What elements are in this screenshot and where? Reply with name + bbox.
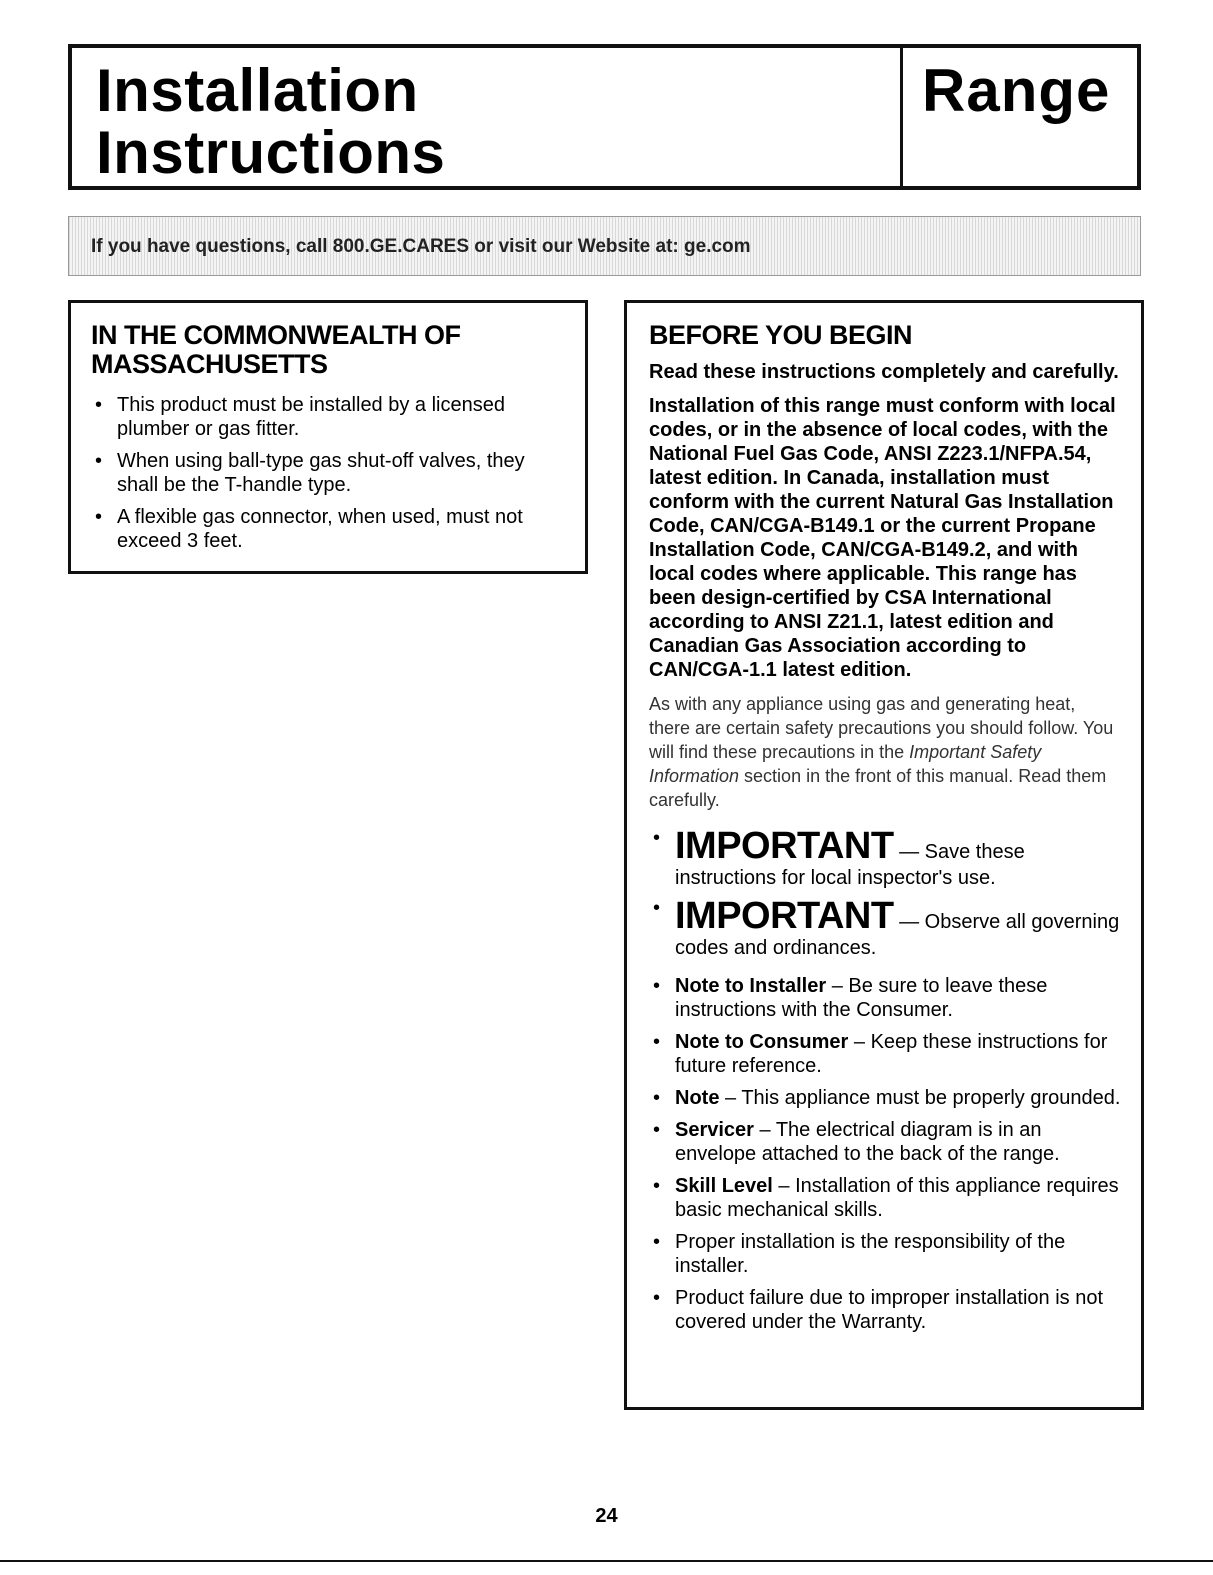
note-lead: Skill Level bbox=[675, 1175, 773, 1197]
note-lead: Note to Installer bbox=[675, 975, 827, 997]
before-you-begin-title: BEFORE YOU BEGIN bbox=[649, 320, 913, 350]
page-number: 24 bbox=[595, 1505, 618, 1527]
important-label: IMPORTANT bbox=[675, 895, 894, 937]
safety-text-italic: Important Safety Information bbox=[649, 742, 1042, 786]
important-item bbox=[649, 826, 1121, 890]
product-title: Range bbox=[922, 57, 1111, 124]
important-text: — Save these instructions for local inspector's use. bbox=[675, 841, 1025, 889]
list-item bbox=[649, 1118, 1121, 1166]
bottom-rule bbox=[0, 1560, 1213, 1562]
notes-list bbox=[649, 974, 1121, 1334]
contact-banner bbox=[68, 216, 1141, 276]
note-text: – Be sure to leave these instructions with the Consumer. bbox=[675, 975, 1048, 1021]
note-lead: Servicer bbox=[675, 1119, 754, 1141]
note-text: – Installation of this appliance requires basic mechanical skills. bbox=[675, 1175, 1119, 1221]
safety-text-before: As with any appliance using gas and generating heat, there are certain safety precautions you should follow. You will find these precautions in the bbox=[649, 694, 1114, 762]
important-item bbox=[649, 896, 1121, 960]
document-title bbox=[96, 57, 446, 186]
note-text: – This appliance must be properly grounded. bbox=[719, 1087, 1121, 1109]
contact-text: If you have questions, call 800.GE.CARES or visit our Website at: ge.com bbox=[91, 236, 751, 257]
note-text: Proper installation is the responsibility of the installer. bbox=[675, 1231, 1066, 1277]
list-item bbox=[649, 1086, 1121, 1110]
massachusetts-list bbox=[91, 393, 565, 553]
list-item: • A flexible gas connector, when used, must not exceed 3 feet. bbox=[91, 505, 565, 553]
note-text: Product failure due to improper installation is not covered under the Warranty. bbox=[675, 1287, 1104, 1333]
conformance-text: Installation of this range must conform with local codes, or in the absence of local codes, with the National Fuel Gas Code, ANSI Z223.1/NFPA.54, latest edition. In Canada, installation must conform with the current Natural Gas Installation Code, CAN/CGA-B149.1 or the current Propane Installation Code, CAN/CGA-B149.2, and with local codes where applicable. This range has been design-certified by CSA International according to ANSI Z21.1, latest edition and Canadian Gas Association according to CAN/CGA-1.1 latest edition. bbox=[649, 395, 1116, 681]
list-item bbox=[649, 1286, 1121, 1334]
header-divider bbox=[900, 48, 903, 186]
read-instructions-text: Read these instructions completely and carefully. bbox=[649, 361, 1119, 383]
list-item bbox=[649, 1230, 1121, 1278]
massachusetts-section bbox=[68, 300, 588, 574]
important-list bbox=[649, 826, 1121, 960]
list-item bbox=[649, 1030, 1121, 1078]
note-text: – The electrical diagram is in an envelope attached to the back of the range. bbox=[675, 1119, 1060, 1165]
safety-text-after: section in the front of this manual. Read them carefully. bbox=[649, 766, 1107, 810]
important-label: IMPORTANT bbox=[675, 825, 894, 867]
header-box bbox=[68, 44, 1141, 190]
note-text: – Keep these instructions for future reference. bbox=[675, 1031, 1108, 1077]
safety-paragraph bbox=[649, 692, 1121, 812]
list-item bbox=[649, 1174, 1121, 1222]
list-item: • When using ball-type gas shut-off valves, they shall be the T-handle type. bbox=[91, 449, 565, 497]
list-item: • This product must be installed by a licensed plumber or gas fitter. bbox=[91, 393, 565, 441]
before-you-begin-section bbox=[624, 300, 1144, 1410]
title-line-1: Installation bbox=[96, 57, 419, 124]
note-lead: Note to Consumer bbox=[675, 1031, 849, 1053]
massachusetts-title: IN THE COMMONWEALTH OF MASSACHUSETTS bbox=[91, 320, 461, 379]
important-text: — Observe all governing codes and ordinances. bbox=[675, 911, 1120, 959]
title-line-2: Instructions bbox=[96, 119, 446, 186]
note-lead: Note bbox=[675, 1087, 720, 1109]
list-item bbox=[649, 974, 1121, 1022]
